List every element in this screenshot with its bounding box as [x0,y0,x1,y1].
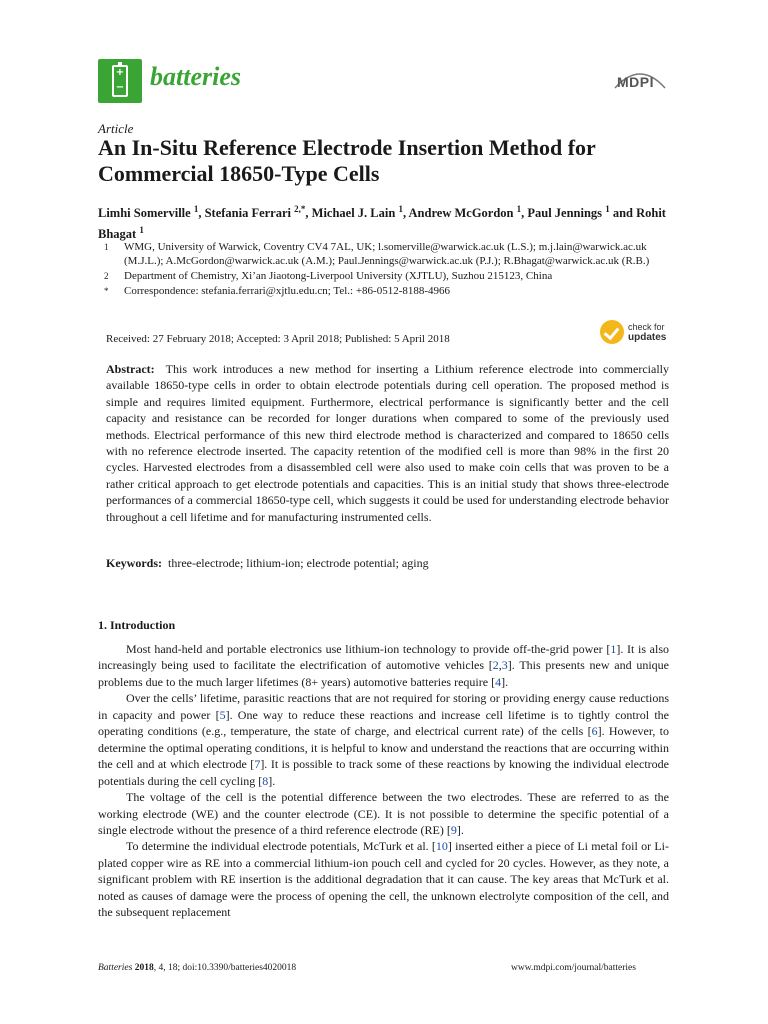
author-affiliation-mark: 1 [193,204,199,214]
check-updates-line1: check for [628,322,665,332]
body-paragraph: To determine the individual electrode potentials, McTurk et al. [10] inserted either a piece of Li metal foil or Li-plated copper wire as RE into a commercial lithium-ion pouch cell and cycled for 20 cycles. However, as they note, a significant problem with RE insertion is the additional degradation that it can cause. The key areas that McTurk et al. noted as causes of damage were the process of opening the cell, the unknown electrolyte composition of the cell, and the subsequent replacement [98,839,669,920]
publisher-logo[interactable] [611,66,669,96]
journal-name[interactable]: batteries [150,62,241,91]
author-affiliation-mark: 1 [516,204,522,214]
article-type: Article [98,121,134,136]
keywords-label: Keywords: [106,556,162,570]
author-affiliation-mark: 2,* [294,204,306,214]
affiliation-row [98,269,673,283]
body-paragraph: Over the cells’ lifetime, parasitic reactions that are not required for storing or providing energy cause reductions in capacity and power [5]. One way to reduce these reactions and increase cell lifetime is to tightly control the operating conditions (e.g., temperature, the state of charge, and electrical current rate) of the cells [6]. However, to determine the optimal operating conditions, it is helpful to know and understand the reactions that are occurring within the cell and at which electrode [7]. It is possible to track some of these reactions by knowing the individual electrode potentials during the cell cycling [8]. [98,691,669,788]
author-affiliation-mark: 1 [398,204,403,214]
checkmark-icon [600,320,624,344]
citation-link[interactable]: 7 [254,757,261,772]
footer-journal: Batteries [98,963,133,973]
citation-link[interactable]: 3 [501,658,508,673]
citation-link[interactable]: 10 [435,839,448,854]
footer-year: 2018 [134,963,154,973]
affiliation-row [98,240,673,268]
author-name[interactable]: Stefania Ferrari [204,206,295,221]
footer-url[interactable]: www.mdpi.com/journal/batteries [511,963,636,973]
paper-title: An In-Situ Reference Electrode Insertion Method for Commercial 18650-Type Cells [98,135,596,186]
affiliation-text: Department of Chemistry, Xi’an Jiaotong-Liverpool University (XJTLU), Suzhou 215123, China [124,270,553,282]
author-name[interactable]: Paul Jennings [527,206,606,221]
author-affiliation-mark: 1 [139,225,144,236]
footer-citation [98,963,296,973]
section-heading: 1. Introduction [98,618,176,632]
author-name[interactable]: Michael J. Lain [311,206,399,221]
author-name[interactable]: Rohit Bhagat [98,206,666,242]
citation-link[interactable]: 9 [450,822,457,837]
abstract [106,361,669,525]
citation-link[interactable]: 1 [610,642,617,656]
check-for-updates-button[interactable] [600,320,675,346]
citation-link[interactable]: 8 [262,773,269,788]
citation-link[interactable]: 5 [219,707,226,722]
author-name[interactable]: Limhi Somerville [98,206,194,221]
affiliations [98,240,673,299]
journal-logo[interactable] [98,59,142,103]
affiliation-mark: * [104,286,109,296]
body-paragraph: The voltage of the cell is the potential difference between the two electrodes. These are referred to as the working electrode (WE) and the counter electrode (CE). It is not possible to determine the specific potential of a single electrode without the presence of a third reference electrode (RE) [9]. [98,790,669,837]
author-affiliation-mark: 1 [605,204,610,214]
citation-link[interactable]: 6 [591,724,598,739]
footer-citation-text: , 4, 18; doi:10.3390/batteries4020018 [153,963,297,973]
publication-dates: Received: 27 February 2018; Accepted: 3 April 2018; Published: 5 April 2018 [106,333,450,345]
publisher-name: MDPI [617,74,654,90]
affiliation-mark: 2 [104,271,109,281]
author-name[interactable]: Andrew McGordon [408,206,517,221]
abstract-text: This work introduces a new method for inserting a Lithium reference electrode into commercially available 18650-type cells in order to obtain electrode potentials during cell operation. The proposed method is simple and requires limited equipment. Furthermore, electrical performance is significantly better and the cell capacity and resistance can be recorded for longer durations when compared to some of the previously used methods. Electrical performance of this new third electrode method is characterized and compared to 18650 cells with no reference electrode inserted. The capacity retention of the modified cell is more than 98% in the first 20 cycles. Harvested electrodes from a disassembled cell were also used to make coin cells that was proven to be a rather critical approach to get electrode potentials and capacities. This is an initial study that shows three-electrode performances of a commercial 18650-type cell, which suggests it could be used for understanding electrode behavior throughout a cell lifetime and for manufacturing instrumented cells. [106,362,669,524]
keywords [106,556,669,571]
affiliation-text: Correspondence: stefania.ferrari@xjtlu.edu.cn; Tel.: +86-0512-8188-4966 [124,285,451,297]
citation-link[interactable]: 4 [495,674,502,689]
body-text [98,641,669,921]
affiliation-row [98,284,673,298]
logo-plus: + [115,67,125,78]
affiliation-mark: 1 [104,242,109,252]
battery-icon [112,65,128,97]
author-list: Limhi Somerville $^1$, Stefania Ferrari $^{2,*}$, Michael J. Lain $^1$, Andrew McGordon $^1$, Paul Jennings $^1$ and Rohit Bhagat $^1$ [98,204,666,242]
logo-minus: − [115,82,125,93]
abstract-label: Abstract: [106,362,155,376]
check-updates-line2: updates [628,332,667,343]
keywords-text: three-electrode; lithium-ion; electrode potential; aging [168,556,429,570]
body-paragraph: Most hand-held and portable electronics use lithium-ion technology to provide off-the-grid power [1]. It is also increasingly being used to facilitate the electrification of automotive vehicles [2,3]. This presents new and unique problems due to the much larger lifetimes (8+ years) automotive batteries require [4]. [98,642,669,689]
citation-link[interactable]: 2 [492,658,499,673]
affiliation-text: WMG, University of Warwick, Coventry CV4 7AL, UK; l.somerville@warwick.ac.uk (L.S.); m.j.lain@warwick.ac.uk (M.J.L.); A.McGordon@warwick.ac.uk (A.M.); Paul.Jennings@warwick.ac.uk (P.J.); R.Bhagat@warwick.ac.uk (R.B.) [124,241,650,267]
